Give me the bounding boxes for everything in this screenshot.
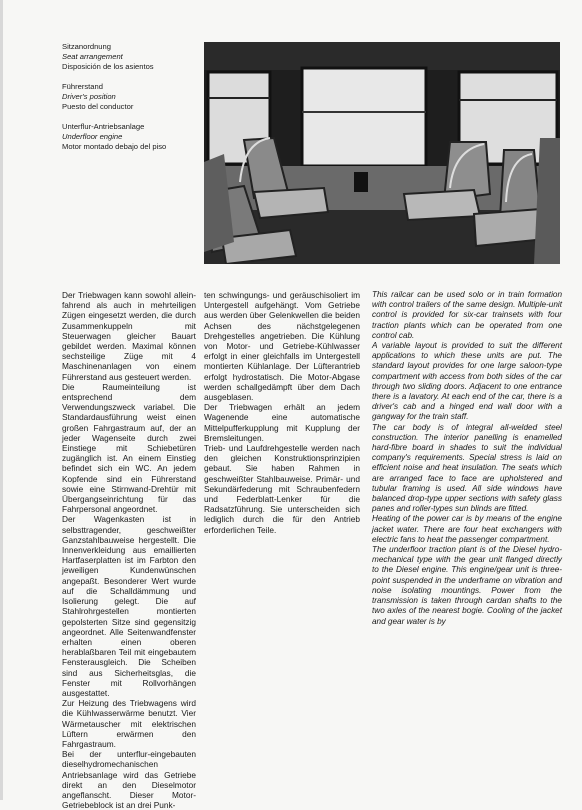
caption-en: Underfloor engine xyxy=(62,132,123,141)
caption-drivers-position xyxy=(62,82,202,112)
paragraph: Der Triebwagen erhält an jedem Wagenende eine automatische Mittelpufferkupplung mit Kupplung der Bremsleitungen. xyxy=(204,402,360,443)
caption-es: Disposición de los asientos xyxy=(62,62,154,71)
interior-photo xyxy=(204,42,560,264)
caption-de: Unterflur-Antriebsanlage xyxy=(62,122,145,131)
caption-de: Führerstand xyxy=(62,82,103,91)
paragraph: A variable layout is provided to suit the different applications to which these units are put. The standard layout provides for one large saloon-type compartment with access from both sides of the car through two sliding doors. Adjacent to one entrance there is a lavatory. At each end of the car, there is a driver's cab and a hinged end wall door with a gangway for the train staff. xyxy=(372,341,562,422)
caption-underfloor-engine xyxy=(62,122,202,152)
paragraph: Heating of the power car is by means of the engine jacket water. There are four heat exchangers with electric fans to heat the passenger compartment. xyxy=(372,514,562,544)
caption-es: Puesto del conductor xyxy=(62,102,134,111)
paragraph: The car body is of integral all-welded steel construction. The interior panelling is enamelled hard-fibre board in shades to suit the individual company's requirements. Special stress is laid on efficient noise and heat insulation. The seats which are arranged face to face are upholstered and tubular framing is used. All side windows have balanced drop-type upper sections with safety glass panes and roller-types sun blinds are fitted. xyxy=(372,422,562,514)
paragraph: Zur Heizung des Triebwagens wird die Kühlwasserwärme benutzt. Vier Wärmetauscher mit elektrischen Lüftern erwärmen den Fahrgastraum. xyxy=(62,698,196,749)
text-column-german-2 xyxy=(204,290,360,535)
seat-interior-illustration xyxy=(204,42,560,264)
caption-en: Driver's position xyxy=(62,92,116,101)
caption-de: Sitzanordnung xyxy=(62,42,111,51)
paragraph: Trieb- und Laufdrehgestelle werden nach den gleichen Konstruktionsprinzipien gebaut. Sie haben Rahmen in geschweißter Stahlbauweise. Primär- und Sekundärfederung mit Schraubenfedern und Federblatt-Lenker für die Radsatzführung. Sie unterscheiden sich lediglich durch die für den Antrieb erforderlichen Teile. xyxy=(204,443,360,535)
caption-en: Seat arrangement xyxy=(62,52,123,61)
photo-captions xyxy=(62,42,202,162)
caption-es: Motor montado debajo del piso xyxy=(62,142,167,151)
page-edge xyxy=(0,0,3,800)
caption-seat-arrangement xyxy=(62,42,202,72)
paragraph: Der Wagenkasten ist in selbsttragender, geschweißter Ganzstahlbauweise hergestellt. Die Innenverkleidung aus emaillierten Hartfaserplatten ist im Farbton den jeweiligen Kundenwünschen angepaßt. Besonderer Wert wurde auf die Schalldämmung und Isolierung gelegt. Die auf Stahlrohrgestellen montierten gepolsterten Sitze sind gegensitzig angeordnet. Alle Seitenwandfenster erhalten einen oberen herablaßbaren Teil mit eingebautem Fensterausgleich. Die Scheiben sind aus Sicherheitsglas, die Fenster mit Rollvorhängen ausgestattet. xyxy=(62,514,196,698)
paragraph: Die Raumeinteilung ist entsprechend dem Verwendungszweck variabel. Die Standardausführung weist einen großen Fahrgastraum auf, der an jeder Wagenseite durch zwei Einstiege mit Schiebetüren zugänglich ist. An einem Einstieg befindet sich ein WC. An jedem Kopfende sind ein Führerstand sowie eine Stirnwand-Drehtür mit Übergangseinrichtung für das Fahrpersonal angeordnet. xyxy=(62,381,196,515)
paragraph: Bei der unterflur-eingebauten dieselhydromechanischen Antriebsanlage wird das Getriebe direkt an den Dieselmotor angeflanscht. Dieser Motor-Getriebeblock ist an drei Punk- xyxy=(62,749,196,810)
paragraph: The underfloor traction plant is of the Diesel hydro-mechanical type with the gear unit flanged directly to the Diesel engine. This engine/gear unit is three-point suspended in the underframe on vibration and noise isolating mountings. Power from the transmission is taken through cardan shafts to the two axles of the nearest bogie. Cooling of the jacket and gear water is by xyxy=(372,545,562,626)
text-column-english xyxy=(372,290,562,627)
paragraph: This railcar can be used solo or in train formation with control trailers of the same design. Multiple-unit control is provided for six-car trainsets with four traction plants which can be operated from one control cab. xyxy=(372,290,562,340)
paragraph: Der Triebwagen kann sowohl allein-fahrend als auch in mehrteiligen Zügen eingesetzt werden, die durch Zusammenkuppeln mit Steuerwagen gleicher Bauart gebildet werden. Maximal können sechsteilige Züge mit 4 Maschinenanlagen von einem Führerstand aus gesteuert werden. xyxy=(62,290,196,382)
paragraph: ten schwingungs- und geräuschisoliert im Untergestell aufgehängt. Vom Getriebe aus werden über Gelenkwellen die beiden Achsen des nächstgelegenen Drehgestelles angetrieben. Die Kühlung von Motor- und Getriebe-Kühlwasser erfolgt in einer gleichfalls im Untergestell montierten Kühlanlage. Der Lüfterantrieb erfolgt hydrostatisch. Die Motor-Abgase werden schallgedämpft über dem Dach ausgeblasen. xyxy=(204,290,360,403)
text-column-german-1 xyxy=(62,290,196,810)
